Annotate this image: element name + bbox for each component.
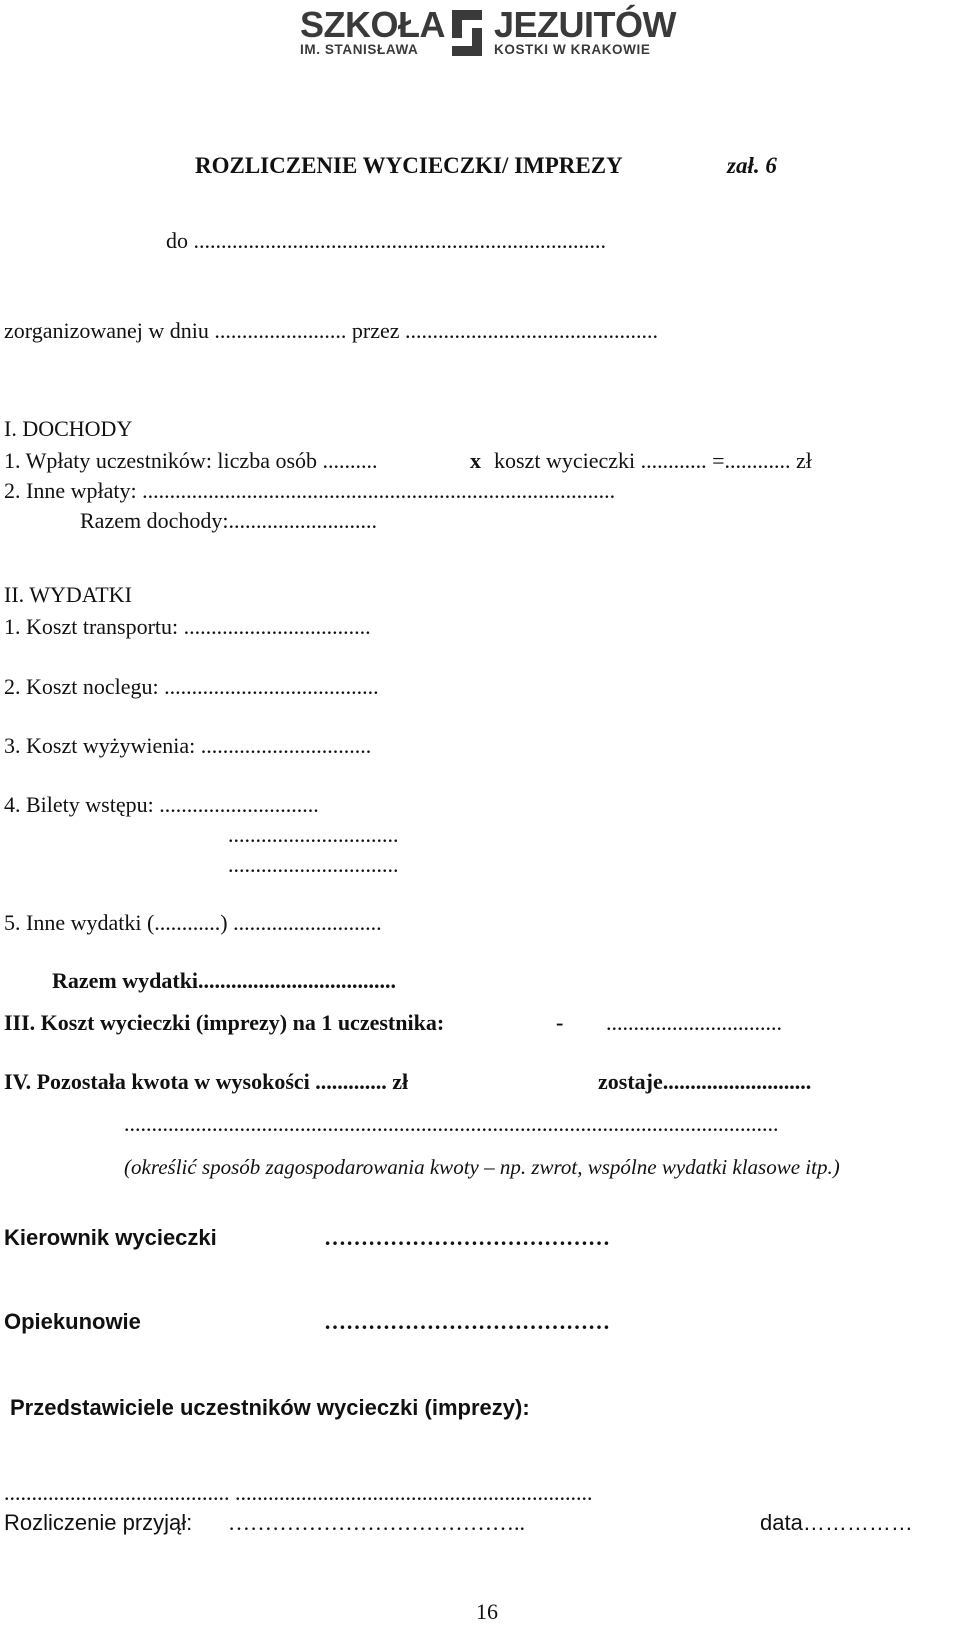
expense-tickets-extra-1: ............................... <box>228 822 399 847</box>
organized-line: zorganizowanej w dniu ........................ przez .............................................. <box>4 318 658 343</box>
recipient-line: do ........................................................................... <box>166 228 606 253</box>
cost-per-participant-value: ................................ <box>606 1010 782 1035</box>
expense-tickets-extra-2: ............................... <box>228 852 399 877</box>
participant-representatives-label: Przedstawiciele uczestników wycieczki (imprezy): <box>10 1395 530 1420</box>
income-total: Razem dochody:........................... <box>80 508 377 533</box>
annex-number: zał. 6 <box>727 153 777 178</box>
guardians-label: Opiekunowie <box>4 1309 141 1334</box>
trip-leader-signature-line: ………………………………… <box>324 1225 610 1250</box>
income-participants-line: 1. Wpłaty uczestników: liczba osób .......... <box>4 448 378 473</box>
expense-tickets: 4. Bilety wstępu: ............................. <box>4 792 319 817</box>
representatives-signature-dots: ......................................... ................................................................. <box>4 1480 593 1505</box>
logo-right-sub: KOSTKI W KRAKOWIE <box>494 42 651 57</box>
cost-per-participant-label: III. Koszt wycieczki (imprezy) na 1 uczestnika: <box>4 1010 445 1035</box>
income-other-line: 2. Inne wpłaty: ...................................................................................... <box>4 478 616 503</box>
logo-s-mark-icon <box>446 6 488 58</box>
acceptance-date: data…………… <box>760 1510 913 1535</box>
accepted-by-signature-line: ………………………………….. <box>228 1510 525 1535</box>
remaining-amount-label: IV. Pozostała kwota w wysokości ............. zł <box>4 1069 409 1094</box>
expense-other: 5. Inne wydatki (............) ........................... <box>4 910 382 935</box>
document-title: ROZLICZENIE WYCIECZKI/ IMPREZY <box>195 153 623 178</box>
school-logo <box>300 4 680 60</box>
income-multiply-sign: x <box>470 448 481 473</box>
expense-food: 3. Koszt wyżywienia: ............................... <box>4 733 372 758</box>
expense-accommodation: 2. Koszt noclegu: ....................................... <box>4 674 379 699</box>
remaining-usage-note: (określić sposób zagospodarowania kwoty – np. zwrot, wspólne wydatki klasowe itp.) <box>124 1155 840 1179</box>
trip-leader-label: Kierownik wycieczki <box>4 1225 217 1250</box>
expense-transport: 1. Koszt transportu: .................................. <box>4 614 371 639</box>
expenses-total: Razem wydatki.................................... <box>52 968 397 993</box>
logo-left-word: SZKOŁA <box>300 4 445 45</box>
cost-per-participant-dash: - <box>556 1010 564 1035</box>
page-number: 16 <box>476 1599 498 1624</box>
guardians-signature-line: ………………………………… <box>324 1309 610 1334</box>
logo-left-sub: IM. STANISŁAWA <box>300 42 419 57</box>
logo-right-word: JEZUITÓW <box>494 4 676 45</box>
remaining-stays-label: zostaje........................... <box>598 1069 812 1094</box>
expenses-heading: II. WYDATKI <box>4 582 132 607</box>
remaining-dots-line: ....................................................................................................................... <box>124 1111 779 1136</box>
income-trip-cost-line: koszt wycieczki ............ =............ zł <box>494 448 812 473</box>
income-heading: I. DOCHODY <box>4 416 133 441</box>
accepted-by-label: Rozliczenie przyjął: <box>4 1510 193 1535</box>
